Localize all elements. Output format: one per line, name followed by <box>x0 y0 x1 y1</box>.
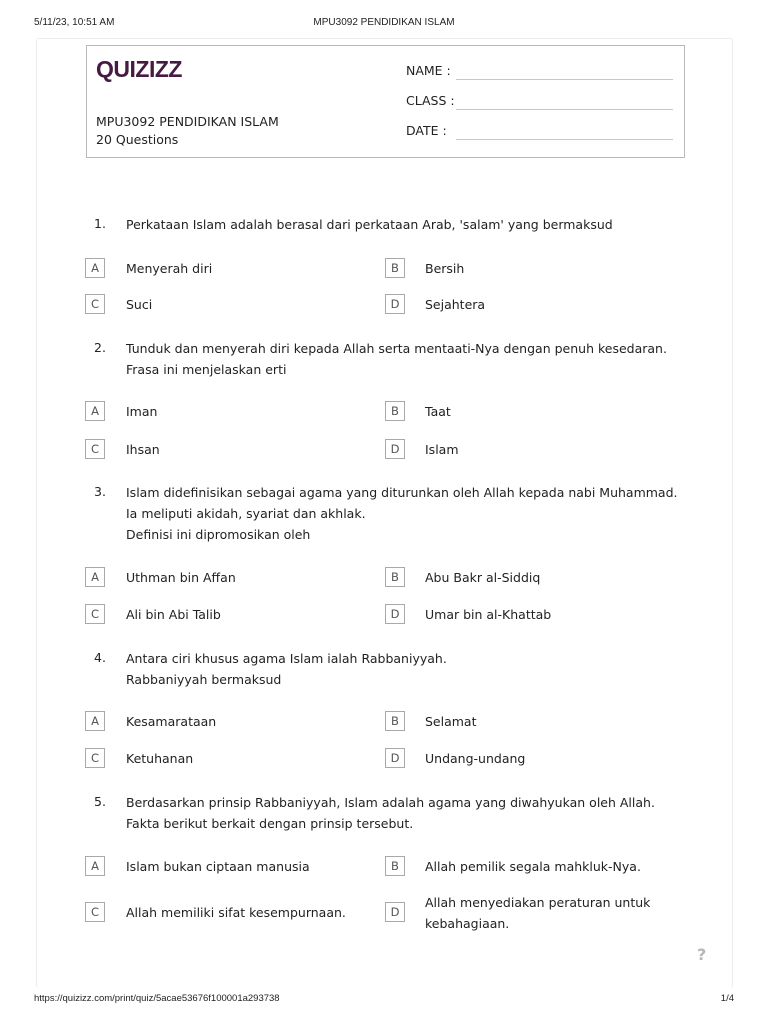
option-c-text: Allah memiliki sifat kesempurnaan. <box>126 905 346 920</box>
quiz-title: MPU3092 PENDIDIKAN ISLAM <box>96 114 279 129</box>
class-line <box>456 109 673 110</box>
print-title: MPU3092 PENDIDIKAN ISLAM <box>313 17 455 28</box>
option-d-text: Umar bin al-Khattab <box>425 607 552 622</box>
name-line <box>456 79 673 80</box>
question-number: 2. <box>94 340 106 355</box>
date-line <box>456 139 673 140</box>
question-text <box>126 648 696 690</box>
question-line: Rabbaniyyah bermaksud <box>126 672 282 687</box>
option-d-text: Allah menyediakan peraturan untuk kebahagiaan. <box>425 895 651 931</box>
question-text <box>126 214 696 235</box>
option-d-text: Islam <box>425 442 459 457</box>
option-b-text: Abu Bakr al-Siddiq <box>425 570 541 585</box>
option-d-marker: D <box>385 439 405 459</box>
option-c-marker: C <box>85 294 105 314</box>
option-b-text: Selamat <box>425 714 477 729</box>
option-a-text: Kesamarataan <box>126 714 217 729</box>
option-a-marker: A <box>85 711 105 731</box>
question-line: Frasa ini menjelaskan erti <box>126 362 287 377</box>
option-b-marker: B <box>385 567 405 587</box>
question-line: Definisi ini dipromosikan oleh <box>126 527 311 542</box>
option-d-marker: D <box>385 604 405 624</box>
question-number: 3. <box>94 484 106 499</box>
option-a-text: Iman <box>126 404 158 419</box>
question-text <box>126 482 696 545</box>
class-label: CLASS : <box>406 93 455 108</box>
option-d-marker: D <box>385 748 405 768</box>
date-label: DATE : <box>406 123 447 138</box>
print-header <box>0 17 768 31</box>
option-a-marker: A <box>85 856 105 876</box>
question-text <box>126 792 696 834</box>
question-count: 20 Questions <box>96 132 179 147</box>
question-line: Islam didefinisikan sebagai agama yang diturunkan oleh Allah kepada nabi Muhammad. <box>126 485 678 500</box>
question-line: Ia meliputi akidah, syariat dan akhlak. <box>126 506 366 521</box>
page-number: 1/4 <box>720 993 734 1004</box>
quizizz-logo: QUIZIZZ <box>96 56 182 82</box>
name-label: NAME : <box>406 63 451 78</box>
option-a-text: Menyerah diri <box>126 261 213 276</box>
option-d-marker: D <box>385 902 405 922</box>
name-field <box>406 63 451 78</box>
option-a-text: Uthman bin Affan <box>126 570 236 585</box>
option-c-marker: C <box>85 902 105 922</box>
question-line: Perkataan Islam adalah berasal dari perkataan Arab, 'salam' yang bermaksud <box>126 217 613 232</box>
option-c-marker: C <box>85 439 105 459</box>
help-icon[interactable]: ? <box>697 945 707 964</box>
option-d-marker: D <box>385 294 405 314</box>
option-c-text: Ihsan <box>126 442 160 457</box>
option-c-marker: C <box>85 604 105 624</box>
question-line: Berdasarkan prinsip Rabbaniyyah, Islam adalah agama yang diwahyukan oleh Allah. <box>126 795 655 810</box>
date-field <box>406 123 447 138</box>
print-timestamp: 5/11/23, 10:51 AM <box>34 17 115 28</box>
question-number: 1. <box>94 216 106 231</box>
option-b-marker: B <box>385 856 405 876</box>
question-line: Fakta berikut berkait dengan prinsip tersebut. <box>126 816 414 831</box>
option-b-text: Allah pemilik segala mahkluk-Nya. <box>425 859 641 874</box>
option-c-text: Suci <box>126 297 153 312</box>
question-line: Antara ciri khusus agama Islam ialah Rabbaniyyah. <box>126 651 447 666</box>
option-a-marker: A <box>85 258 105 278</box>
option-a-marker: A <box>85 567 105 587</box>
option-b-text: Bersih <box>425 261 465 276</box>
option-d-text: Undang-undang <box>425 751 526 766</box>
question-number: 4. <box>94 650 106 665</box>
option-b-marker: B <box>385 401 405 421</box>
print-footer <box>0 993 768 1007</box>
print-url: https://quizizz.com/print/quiz/5acae53676f100001a293738 <box>34 993 280 1004</box>
question-line: Tunduk dan menyerah diri kepada Allah serta mentaati-Nya dengan penuh kesedaran. <box>126 341 667 356</box>
question-number: 5. <box>94 794 106 809</box>
option-b-marker: B <box>385 258 405 278</box>
option-b-text: Taat <box>425 404 451 419</box>
option-c-marker: C <box>85 748 105 768</box>
worksheet-header <box>86 45 685 158</box>
option-d-text: Sejahtera <box>425 297 486 312</box>
option-c-text: Ali bin Abi Talib <box>126 607 221 622</box>
option-a-marker: A <box>85 401 105 421</box>
option-b-marker: B <box>385 711 405 731</box>
option-c-text: Ketuhanan <box>126 751 194 766</box>
question-text <box>126 338 696 380</box>
class-field <box>406 93 455 108</box>
option-a-text: Islam bukan ciptaan manusia <box>126 859 310 874</box>
